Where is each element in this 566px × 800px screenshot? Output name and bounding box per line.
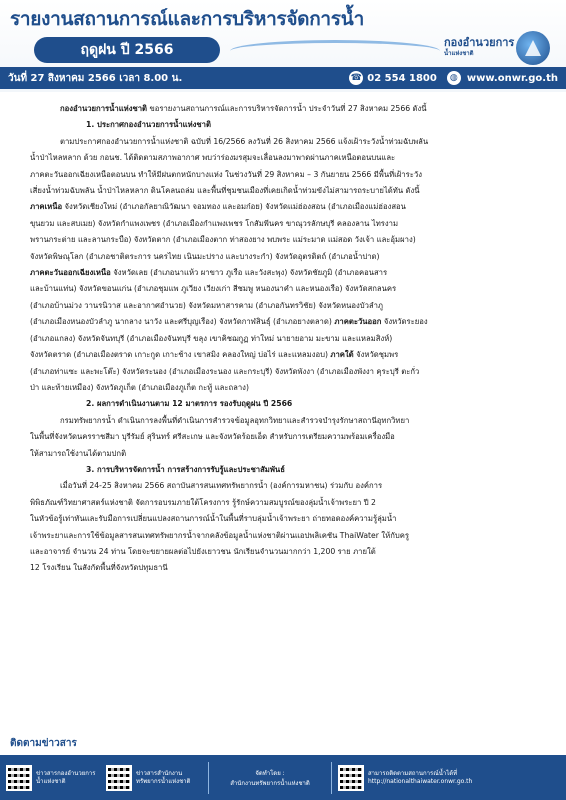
s2-line: ให้สามารถใช้งานได้ตามปกติ: [30, 448, 127, 458]
intro-paragraph: [30, 101, 540, 117]
onwr-logo: [444, 30, 556, 66]
s3-line: พิพิธภัณฑ์วิทยาศาสตร์แห่งชาติ จัดการอบรมภายใต้โครงการ รู้รักษ์ความสมบูรณ์ของลุ่มน้ำเจ้าพระยา ปี 2: [30, 497, 376, 507]
north-line: ขุนยวม และสบเมย) จังหวัดกำแพงเพชร (อำเภอเมืองกำแพงเพชร โกสัมพีนคร ขาณุวรลักษบุรี คลองลาน ไทรงาม: [30, 218, 399, 228]
report-url[interactable]: http://nationalthaiwater.onwr.go.th: [368, 777, 473, 785]
footer-divider: [208, 762, 209, 794]
header-wave-decoration: [230, 40, 440, 62]
region-east: ภาคตะวันออก: [334, 317, 382, 327]
east-south-line: [30, 347, 540, 363]
report-label: สามารถติดตามสถานการณ์น้ำได้ที่: [368, 769, 458, 777]
region-north: ภาคเหนือ: [30, 202, 63, 212]
north-line: พรานกระต่าย และลานกระบือ) จังหวัดตาก (อำเภอเมืองตาก ท่าสองยาง พบพระ แม่ระมาด แม่สอด วังเจ้า และอุ้มผาง): [30, 235, 416, 245]
season-badge: ฤดูฝน ปี 2566: [34, 37, 220, 63]
report-link-block: [368, 770, 488, 786]
footer-row: [0, 755, 566, 800]
east-text: จังหวัดระยอง: [381, 317, 428, 327]
report-date: วันที่ 27 สิงหาคม 2566 เวลา 8.00 น.: [8, 72, 183, 84]
south-line: ป่า และท้ายเหมือง) จังหวัดภูเก็ต (อำเภอเมืองภูเก็ต กะทู้ และถลาง): [30, 382, 249, 392]
s3-line: เจ้าพระยาและการใช้ข้อมูลสารสนเทศทรัพยากรน้ำจากคลังข้อมูลน้ำแห่งชาติผ่านแอปพลิเคชัน ThaiWater ให้กับครู: [30, 530, 410, 540]
south-text: จังหวัดชุมพร: [353, 350, 399, 360]
north-line: จังหวัดพิษณุโลก (อำเภอชาติตระการ นครไทย เนินมะปราง และบางระกำ) จังหวัดอุตรดิตถ์ (อำเภอน้ำปาด): [30, 251, 380, 261]
globe-icon: ◍: [447, 71, 461, 85]
s1-line: ภาคตะวันออกเฉียงเหนือตอนบน ทำให้มีฝนตกหนักบางแห่ง ในช่วงวันที่ 29 สิงหาคม – 3 กันยายน 2566 มีพื้นที่เฝ้าระวัง: [30, 169, 422, 179]
logo-sub: น้ำแห่งชาติ: [444, 50, 474, 57]
northeast-text: (อำเภอเมืองหนองบัวลำภู นากลาง นาวัง และศรีบุญเรือง) จังหวัดกาฬสินธุ์ (อำเภอยางตลาด): [30, 317, 335, 327]
report-header: [0, 0, 566, 92]
logo-name: กองอำนวยการ: [444, 36, 515, 49]
qr-caption: ข่าวสารสำนักงานทรัพยากรน้ำแห่งชาติ: [136, 769, 191, 785]
s3-line: ในหัวข้อรู้เท่าทันและรับมือการเปลี่ยนแปลงสถานการณ์น้ำในพื้นที่ราบลุ่มน้ำเจ้าพระยา ถ่ายทอดองค์ความรู้ลุ่มน้ำ: [30, 514, 397, 524]
s1-line: น้ำป่าไหลหลาก ด้วย กอนช. ได้ติดตามสภาพอากาศ พบว่าร่องมรสุมจะเลื่อนลงมาพาดผ่านภาคเหนือตอนบนและ: [30, 153, 396, 163]
s3-line: เมื่อวันที่ 24-25 สิงหาคม 2566 สถาบันสารสนเทศทรัพยากรน้ำ (องค์การมหาชน) ร่วมกับ องค์การ: [60, 481, 383, 491]
qr-code-icon[interactable]: [338, 765, 364, 791]
northeast-east-line: [30, 314, 540, 330]
intro-text: ขอรายงานสถานการณ์และการบริหารจัดการน้ำ ประจำวันที่ 27 สิงหาคม 2566 ดังนี้: [147, 104, 427, 113]
report-title: รายงานสถานการณ์และการบริหารจัดการน้ำ: [10, 8, 365, 30]
east-line: (อำเภอแกลง) จังหวัดจันทบุรี (อำเภอเมืองจันทบุรี ขลุง เขาคิชฌกูฏ ท่าใหม่ นายายอาม มะขาม และแหลมสิงห์): [30, 333, 393, 343]
east-text: จังหวัดตราด (อำเภอเมืองตราด เกาะกูด เกาะช้าง เขาสมิง คลองใหญ่ บ่อไร่ และแหลมงอบ): [30, 350, 331, 360]
footer-divider: [331, 762, 332, 794]
producer-name: สำนักงานทรัพยากรน้ำแห่งชาติ: [230, 779, 310, 787]
s3-line: 12 โรงเรียน ในสังกัดพื้นที่จังหวัดปทุมธานี: [30, 563, 168, 573]
region-south: ภาคใต้: [330, 350, 354, 360]
northeast-line: (อำเภอบ้านม่วง วานรนิวาส และอากาศอำนวย) จังหวัดมหาสารคาม (อำเภอกันทรวิชัย) จังหวัดหนองบัวลำภู: [30, 300, 383, 310]
report-body: [30, 101, 540, 577]
qr-caption: ข่าวสารกองอำนวยการน้ำแห่งชาติ: [36, 769, 96, 785]
producer-block: [215, 768, 325, 788]
website-link[interactable]: www.onwr.go.th: [466, 72, 558, 84]
north-text: จังหวัดเชียงใหม่ (อำเภอกัลยาณิวัฒนา จอมทอง และอมก๋อย) จังหวัดแม่ฮ่องสอน (อำเภอเมืองแม่ฮ่องสอน: [62, 202, 406, 212]
phone-number[interactable]: 02 554 1800: [367, 72, 437, 84]
north-line: [30, 199, 540, 215]
footer-top: [0, 731, 566, 755]
info-bar: [0, 67, 566, 89]
follow-news-label: ติดตามข่าวสาร: [10, 737, 77, 749]
northeast-line: [30, 265, 540, 281]
s1-line: เสี่ยงน้ำท่วมฉับพลัน น้ำป่าไหลหลาก ดินโคลนถล่ม และพื้นที่ชุมชนเมืองที่เคยเกิดน้ำท่วมขังไม่สามารถระบายได้ทัน ดังนี้: [30, 186, 420, 196]
northeast-line: และบ้านแท่น) จังหวัดขอนแก่น (อำเภอชุมแพ ภูเวียง เวียงเก่า สีชมพู หนองนาคำ และหนองเรือ) จังหวัดสกลนคร: [30, 284, 397, 294]
s2-line: กรมทรัพยากรน้ำ ดำเนินการลงพื้นที่ดำเนินการสำรวจข้อมูลอุทกวิทยาและสำรวจบำรุงรักษาสถานีอุทกวิทยา: [60, 415, 410, 425]
logo-emblem-icon: [516, 31, 550, 65]
south-line: (อำเภอท่าแซะ และพะโต๊ะ) จังหวัดระนอง (อำเภอเมืองระนอง และกระบุรี) จังหวัดพังงา (อำเภอเมืองพังงา คุระบุรี ตะกั่ว: [30, 366, 420, 376]
section-2-title: 2. ผลการดำเนินงานตาม 12 มาตรการ รองรับฤดูฝน ปี 2566: [86, 399, 293, 409]
phone-icon: ☎: [350, 73, 362, 83]
section-1-title: 1. ประกาศกองอำนวยการน้ำแห่งชาติ: [86, 120, 211, 130]
northeast-text: จังหวัดเลย (อำเภอนาแห้ว ผาขาว ภูเรือ และวังสะพุง) จังหวัดชัยภูมิ (อำเภอคอนสาร: [110, 268, 388, 278]
s2-line: ในพื้นที่จังหวัดนครราชสีมา บุรีรัมย์ สุรินทร์ ศรีสะเกษ และจังหวัดร้อยเอ็ด สำหรับการเตรียมความพร้อมเครื่องมือ: [30, 432, 395, 442]
s3-line: และอาจารย์ จำนวน 24 ท่าน โดยจะขยายผลต่อไปยังเยาวชน นักเรียนจำนวนมากกว่า 1,200 ราย ภายใต้: [30, 546, 376, 556]
producer-label: จัดทำโดย :: [255, 769, 285, 777]
intro-org: กองอำนวยการน้ำแห่งชาติ: [60, 104, 148, 113]
report-footer: [0, 731, 566, 800]
section-3-title: 3. การบริหารจัดการน้ำ การสร้างการรับรู้และประชาสัมพันธ์: [86, 464, 285, 474]
region-northeast: ภาคตะวันออกเฉียงเหนือ: [30, 268, 111, 278]
s1-line: ตามประกาศกองอำนวยการน้ำแห่งชาติ ฉบับที่ 16/2566 ลงวันที่ 26 สิงหาคม 2566 แจ้งเฝ้าระวังน้ำท่วมฉับพลัน: [60, 136, 429, 146]
qr-code-icon[interactable]: [106, 765, 132, 791]
logo-text: [444, 37, 516, 59]
contact-info: [349, 71, 566, 85]
qr-code-icon[interactable]: [6, 765, 32, 791]
